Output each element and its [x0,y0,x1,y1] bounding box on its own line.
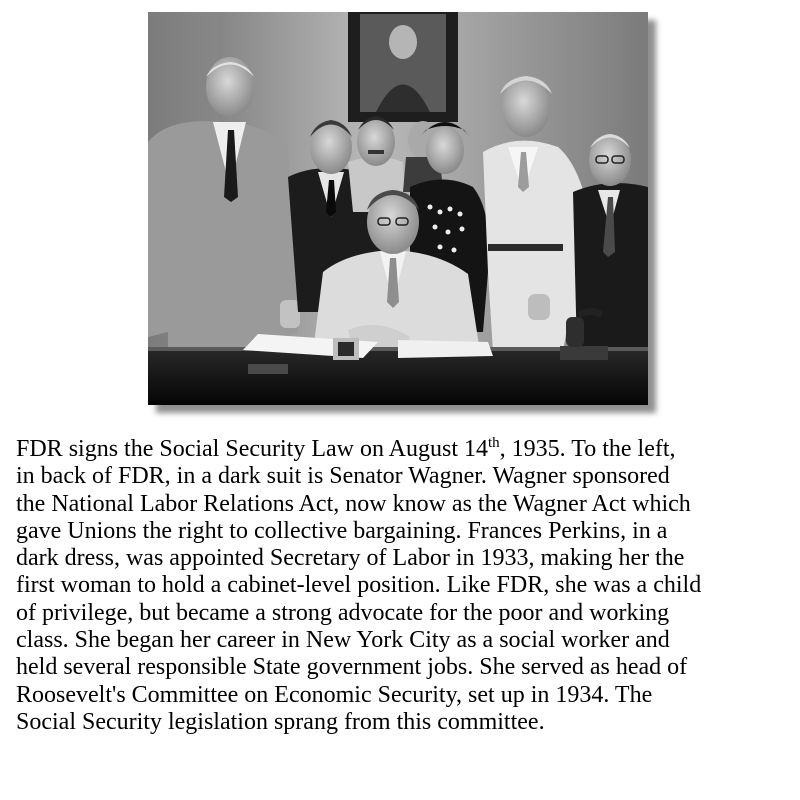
photo-frame [148,12,648,405]
caption-line: gave Unions the right to collective bargaining. Frances Perkins, in a [16,517,668,544]
caption-line: first woman to hold a cabinet-level position. Like FDR, she was a child [16,572,702,599]
caption-line: class. She began her career in New York City as a social worker and [16,627,670,654]
caption-line: Social Security legislation sprang from this committee. [16,708,545,735]
historical-photograph [148,12,648,405]
caption-line: held several responsible State government jobs. She served as head of [16,654,688,681]
caption-line: dark dress, was appointed Secretary of Labor in 1933, making her the [16,545,685,572]
ordinal-superscript: th [487,435,500,451]
photo-caption [16,436,794,736]
caption-line: of privilege, but became a strong advocate for the poor and working [16,599,670,626]
caption-line: Roosevelt's Committee on Economic Security, set up in 1934. The [16,681,653,708]
caption-line: in back of FDR, in a dark suit is Senator Wagner. Wagner sponsored [16,463,670,490]
caption-line: FDR signs the Social Security Law on August 14th, 1935. To the left, [16,435,676,462]
wall-portrait [348,12,458,122]
caption-line: the National Labor Relations Act, now know as the Wagner Act which [16,490,691,517]
